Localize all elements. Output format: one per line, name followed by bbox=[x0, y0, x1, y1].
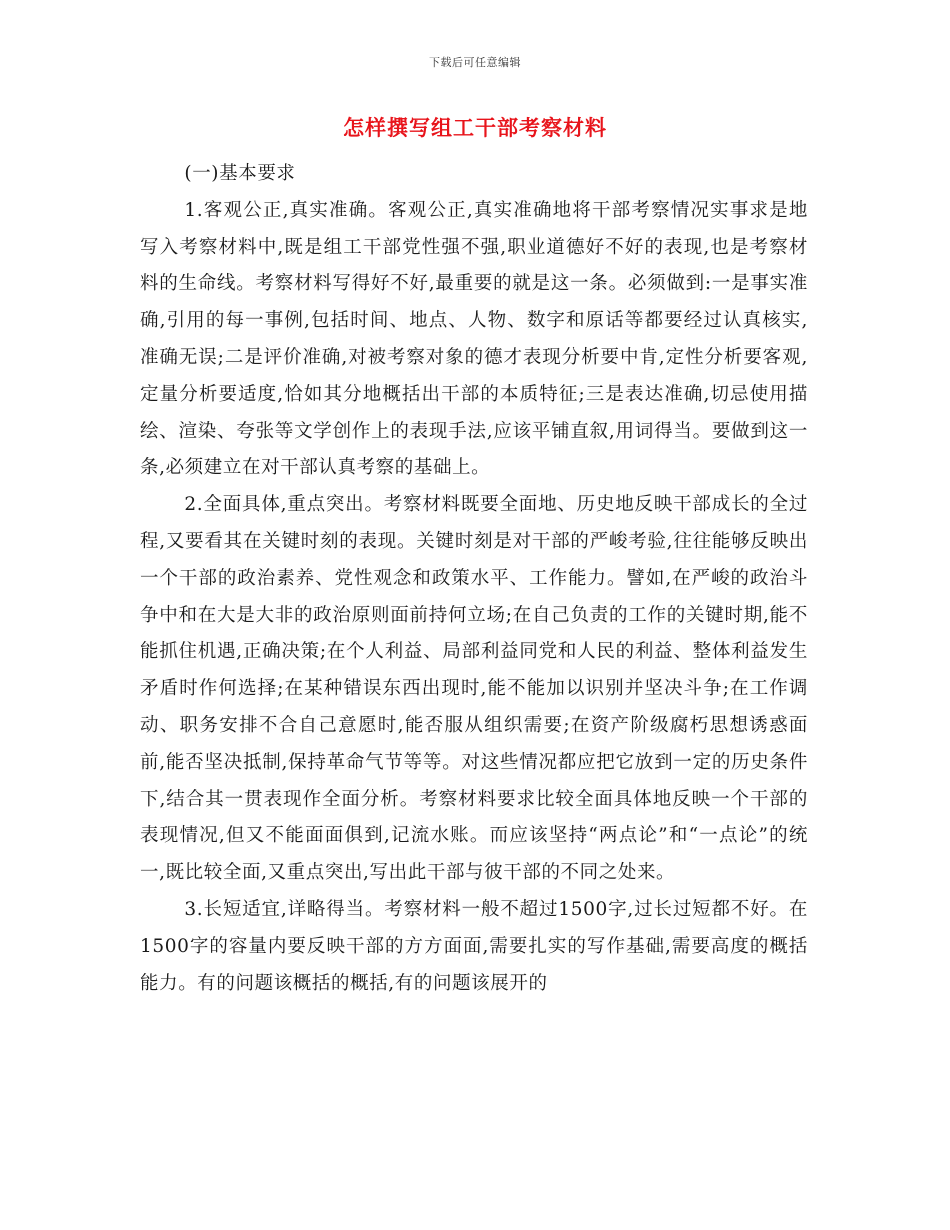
paragraph-comprehensive-focused: 2.全面具体,重点突出。考察材料既要全面地、历史地反映干部成长的全过程,又要看其在关键时刻的表现。关键时刻是对干部的严峻考验,往往能够反映出一个干部的政治素养、党性观念和政策水平、工作能力。譬如,在严峻的政治斗争中和在大是大非的政治原则面前持何立场;在自己负责的工作的关键时期,能不能抓住机遇,正确决策;在个人利益、局部利益同党和人民的利益、整体利益发生矛盾时作何选择;在某种错误东西出现时,能不能加以识别并坚决斗争;在工作调动、职务安排不合自己意愿时,能否服从组织需要;在资产阶级腐朽思想诱惑面前,能否坚决抵制,保持革命气节等等。对这些情况都应把它放到一定的历史条件下,结合其一贯表现作全面分析。考察材料要求比较全面具体地反映一个干部的表现情况,但又不能面面俱到,记流水账。而应该坚持“两点论”和“一点论”的统一,既比较全面,又重点突出,写出此干部与彼干部的不同之处来。 bbox=[140, 494, 808, 884]
paragraph-length-appropriate: 3.长短适宜,详略得当。考察材料一般不超过1500字,过长过短都不好。在1500字的容量内要反映干部的方方面面,需要扎实的写作基础,需要高度的概括能力。有的问题该概括的概括,有的问题该展开的 bbox=[140, 898, 808, 994]
page-header-note: 下载后可任意编辑 bbox=[429, 56, 521, 69]
document-title: 怎样撰写组工干部考察材料 bbox=[343, 115, 607, 140]
paragraph-objective-accurate: 1.客观公正,真实准确。客观公正,真实准确地将干部考察情况实事求是地写入考察材料中,既是组工干部党性强不强,职业道德好不好的表现,也是考察材料的生命线。考察材料写得好不好,最重要的就是这一条。必须做到:一是事实准确,引用的每一事例,包括时间、地点、人物、数字和原话等都要经过认真核实,准确无误;二是评价准确,对被考察对象的德才表现分析要中肯,定性分析要客观,定量分析要适度,恰如其分地概括出干部的本质特征;三是表达准确,切忌使用描绘、渲染、夸张等文学创作上的表现手法,应该平铺直叙,用词得当。要做到这一条,必须建立在对干部认真考察的基础上。 bbox=[140, 199, 808, 479]
document-body bbox=[140, 156, 808, 1002]
section-heading: (一)基本要求 bbox=[184, 163, 296, 184]
